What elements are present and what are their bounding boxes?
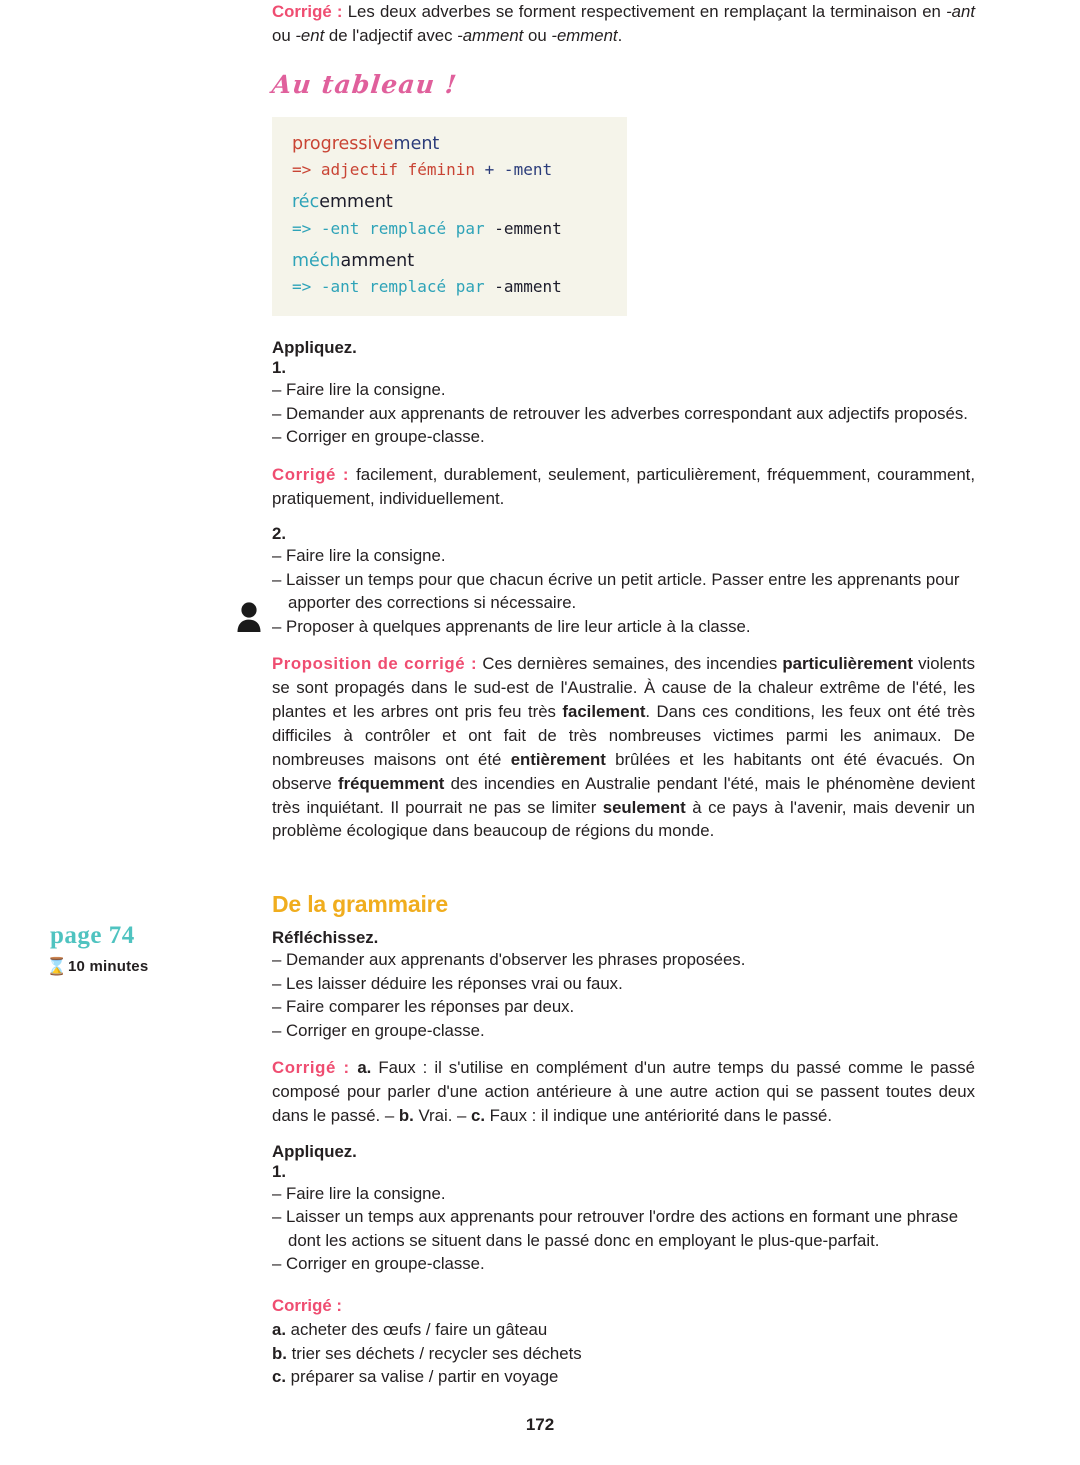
corrige-grammaire-paragraph: [272, 1056, 975, 1128]
proposition-body: [272, 654, 975, 840]
text-run: à ce pays à l'avenir, mais devenir un problème écologique dans beaucoup de régions du monde.: [272, 797, 975, 841]
tableau-line-2-rule: => adjectif féminin: [292, 160, 476, 180]
text-run: des incendies en Australie pendant l'été, mais le phénomène devient très inquiétant. Il pourrait ne pas se limiter: [272, 773, 975, 817]
text-run: Faux : il s'utilise en complément d'un autre temps du passé comme le passé composé pour parler d'une action antérieure à une autre action qui se passent toutes deux dans le passé. –: [272, 1058, 976, 1125]
tableau-line-6: [292, 274, 605, 300]
list-item: – Faire comparer les réponses par deux.: [272, 997, 575, 1017]
person-icon: [234, 601, 264, 633]
text-run: Ces dernières semaines, des incendies: [477, 654, 783, 674]
duration-indicator: [46, 957, 148, 976]
exercise-number-2: 2.: [272, 524, 286, 544]
list-item: – Corriger en groupe-classe.: [272, 1254, 485, 1274]
corrige-grammaire-body: [272, 1058, 975, 1125]
corrige-em-4: -emment: [551, 25, 618, 45]
tableau-line-1-suffix: ment: [393, 133, 440, 154]
proposition-label: Proposition de corrigé :: [272, 654, 478, 674]
corrige-text-2: ou: [272, 25, 296, 45]
corrige-em-1: -ant: [946, 2, 975, 21]
emphasized-run: fréquemment: [338, 773, 445, 793]
answer-letter: c.: [272, 1367, 286, 1387]
answer-item-b: [272, 1342, 975, 1366]
tableau-line-1: [292, 131, 605, 158]
tableau-line-5: [292, 248, 605, 275]
text-run: violents se sont propagés dans le sud-est de l'Australie. À cause de la chaleur extrême de l'été, les plantes et les arbres ont pris feu très: [272, 654, 976, 722]
list-item: – Faire lire la consigne.: [272, 546, 446, 566]
exercise-number-1: 1.: [272, 358, 286, 378]
tableau-line-2-suffix: + -ment: [475, 160, 553, 180]
emphasized-run: a.: [357, 1058, 372, 1078]
answer-item-c: [272, 1365, 975, 1389]
main-content-column: [272, 0, 975, 1389]
corrige-label: Corrigé :: [272, 1295, 342, 1315]
answer-text: préparer sa valise / partir en voyage: [286, 1367, 559, 1387]
emphasized-run: particulièrement: [782, 654, 913, 674]
emphasized-run: seulement: [602, 797, 686, 817]
corrige-text-1: Les deux adverbes se forment respectivement en remplaçant la terminaison en: [342, 2, 947, 21]
appliquez-heading-2: Appliquez.: [272, 1141, 357, 1161]
reflechissez-heading: Réfléchissez.: [272, 928, 379, 948]
list-item: – Demander aux apprenants d'observer les phrases proposées.: [272, 950, 746, 970]
corrige-label: Corrigé :: [272, 2, 343, 21]
au-tableau-box: [272, 117, 627, 317]
duration-label: 10 minutes: [68, 958, 149, 975]
tableau-line-4-rule: => -ent remplacé par: [292, 218, 485, 238]
list-item: – Faire lire la consigne.: [272, 380, 446, 400]
corrige-text-4: ou: [523, 25, 552, 45]
corrige-text-3: de l'adjectif avec: [324, 25, 458, 45]
text-run: Vrai. –: [413, 1105, 472, 1125]
corrige-label: Corrigé :: [272, 1058, 358, 1078]
list-item: – Demander aux apprenants de retrouver les adverbes correspondant aux adjectifs proposés.: [272, 403, 968, 423]
answer-letter: a.: [272, 1319, 286, 1339]
tableau-line-2: [292, 157, 605, 183]
text-run: Faux : il indique une antériorité dans le passé.: [485, 1105, 833, 1125]
corrige-em-3: -amment: [457, 25, 524, 45]
corrige-label: Corrigé :: [272, 464, 357, 484]
corrige-final-label-row: [272, 1294, 975, 1318]
hourglass-icon: ⌛: [46, 957, 68, 976]
emphasized-run: entièrement: [510, 749, 606, 769]
corrige-text-5: .: [617, 25, 623, 45]
page-number: 172: [525, 1415, 555, 1434]
list-item: – Faire lire la consigne.: [272, 1183, 446, 1203]
au-tableau-heading-wrap: [272, 70, 975, 99]
corrige-exercise-1: [272, 463, 975, 511]
page-reference: page 74: [50, 922, 135, 949]
answer-item-a: [272, 1318, 975, 1342]
tableau-line-1-stem: progressive: [292, 133, 394, 154]
answer-text: trier ses déchets / recycler ses déchets: [286, 1343, 582, 1363]
answer-text: acheter des œufs / faire un gâteau: [286, 1319, 548, 1339]
tableau-line-5-suffix: amment: [340, 250, 415, 271]
proposition-de-corrige-paragraph: [272, 652, 975, 843]
section-heading-grammaire: De la grammaire: [272, 891, 448, 918]
exercise-number-1-grammaire: 1.: [272, 1161, 286, 1181]
list-item: – Laisser un temps pour que chacun écrive un petit article. Passer entre les apprenants pour apporter des corrections si nécessaire.: [272, 569, 960, 613]
list-item: – Corriger en groupe-classe.: [272, 1020, 485, 1040]
tableau-line-3: [292, 189, 605, 216]
list-item: – Laisser un temps aux apprenants pour retrouver l'ordre des actions en formant une phrase dont les actions se situent dans le passé donc en employant le plus-que-parfait.: [272, 1207, 959, 1250]
list-item: – Proposer à quelques apprenants de lire leur article à la classe.: [272, 616, 751, 636]
tableau-line-5-stem: méch: [292, 250, 341, 271]
list-item: – Corriger en groupe-classe.: [272, 427, 485, 447]
corrige-em-2: -ent: [295, 25, 325, 45]
tableau-line-6-rule: => -ant remplacé par: [292, 277, 485, 297]
appliquez-heading-1: Appliquez.: [272, 338, 357, 358]
tableau-line-6-suffix: -amment: [484, 277, 562, 297]
left-margin-column: [0, 0, 265, 1465]
text-run: brûlées et les habitants ont été évacués. On observe: [272, 749, 975, 793]
corrige-adverbes-paragraph: [272, 0, 975, 48]
tableau-line-4: [292, 216, 605, 242]
tableau-line-3-suffix: emment: [319, 192, 393, 213]
emphasized-run: facilement: [562, 702, 646, 722]
text-run: . Dans ces conditions, les feux ont été très difficiles à contrôler et ont fait de très nombreuses victimes parmi les animaux. De nombreuses maisons ont été: [272, 702, 975, 769]
emphasized-run: c.: [471, 1105, 486, 1125]
tableau-line-4-suffix: -emment: [484, 218, 562, 238]
list-item: – Les laisser déduire les réponses vrai ou faux.: [272, 973, 623, 993]
emphasized-run: b.: [398, 1105, 414, 1125]
corrige-exercise-1-text: facilement, durablement, seulement, particulièrement, fréquemment, couramment, pratiquement, individuellement.: [272, 464, 975, 508]
tableau-line-3-stem: réc: [292, 192, 320, 213]
au-tableau-heading: Au tableau !: [270, 69, 459, 99]
answer-letter: b.: [272, 1343, 287, 1363]
